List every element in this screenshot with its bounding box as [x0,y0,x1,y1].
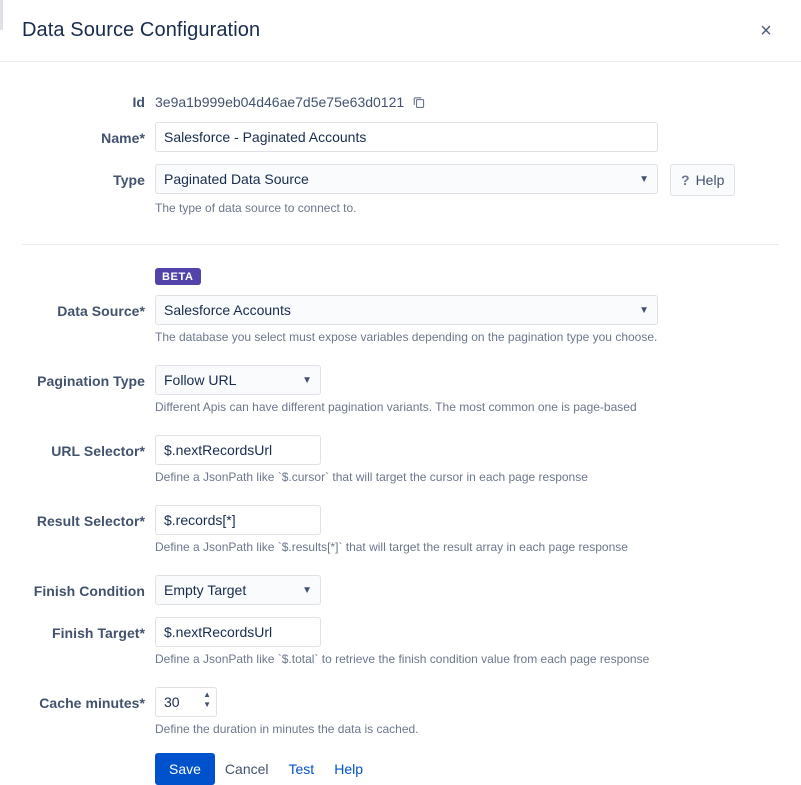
type-label: Type [113,172,145,188]
stepper-up-icon[interactable]: ▲ [203,690,211,699]
stepper-arrows[interactable] [203,691,211,709]
finish-target-input[interactable] [155,617,321,647]
data-source-required-marker: * [139,303,145,319]
pagination-type-label: Pagination Type [37,373,145,389]
page-title: Data Source Configuration [22,19,261,41]
form-actions [155,753,801,785]
type-select[interactable] [155,164,658,194]
finish-target-help-text: Define a JsonPath like `$.total` to retrieve the finish condition value from each page response [155,652,650,666]
name-required-marker: * [139,130,145,146]
field-row-url-selector [0,435,801,499]
pagination-type-select-wrap [155,365,321,395]
result-selector-required-marker: * [139,513,145,529]
test-button[interactable]: Test [279,753,325,785]
url-selector-required-marker: * [139,443,145,459]
id-label: Id [132,94,145,110]
stepper-down-icon[interactable]: ▼ [203,700,211,709]
configuration-form [0,62,801,785]
field-row-name [0,122,801,152]
id-value-group [155,86,801,110]
data-source-label: Data Source* [57,303,145,319]
result-selector-input[interactable] [155,505,321,535]
pagination-type-select[interactable] [155,365,321,395]
type-select-wrap [155,164,658,194]
url-selector-help-text: Define a JsonPath like `$.cursor` that will target the cursor in each page response [155,470,588,484]
name-input[interactable] [155,122,658,152]
dialog-header [0,0,801,62]
cache-minutes-required-marker: * [139,695,145,711]
field-row-cache-minutes [0,687,801,785]
data-source-help-text: The database you select must expose variables depending on the pagination type you choose. [155,330,658,344]
url-selector-input[interactable] [155,435,321,465]
name-label: Name* [101,130,145,146]
close-icon[interactable]: × [751,16,781,46]
field-row-type [0,164,801,230]
type-help-label: Help [695,172,725,188]
cache-minutes-stepper-wrap [155,687,217,717]
beta-row [0,267,801,285]
cache-minutes-label: Cache minutes* [39,695,145,711]
type-help-button[interactable] [670,164,735,196]
chevron-down-icon: ▼ [639,305,649,316]
data-source-select-wrap [155,295,658,325]
result-selector-help-text: Define a JsonPath like `$.results[*]` that will target the result array in each page response [155,540,628,554]
save-button[interactable]: Save [155,753,215,785]
field-row-id [0,86,801,110]
question-icon: ? [681,172,690,188]
copy-icon[interactable] [412,95,426,109]
field-row-finish-target [0,617,801,681]
help-button[interactable]: Help [324,753,373,785]
finish-target-required-marker: * [139,625,145,641]
pagination-type-help-text: Different Apis can have different pagination variants. The most common one is page-based [155,400,637,414]
status-badge: BETA [155,268,201,285]
data-source-select[interactable] [155,295,658,325]
chevron-down-icon: ▼ [639,174,649,185]
field-row-data-source [0,295,801,359]
finish-condition-select[interactable] [155,575,321,605]
chevron-down-icon: ▼ [302,375,312,386]
field-row-finish-condition [0,575,801,619]
result-selector-label: Result Selector* [36,513,145,529]
field-row-pagination-type [0,365,801,429]
cancel-button[interactable]: Cancel [215,753,279,785]
finish-condition-select-wrap [155,575,321,605]
section-divider [22,244,779,245]
chevron-down-icon: ▼ [302,585,312,596]
finish-target-label: Finish Target* [51,625,145,641]
cache-minutes-help-text: Define the duration in minutes the data is cached. [155,722,419,736]
finish-condition-label: Finish Condition [33,583,145,599]
field-row-result-selector [0,505,801,569]
id-value: 3e9a1b999eb04d46ae7d5e75e63d0121 [155,94,405,110]
type-help-text: The type of data source to connect to. [155,201,357,215]
url-selector-label: URL Selector* [51,443,145,459]
